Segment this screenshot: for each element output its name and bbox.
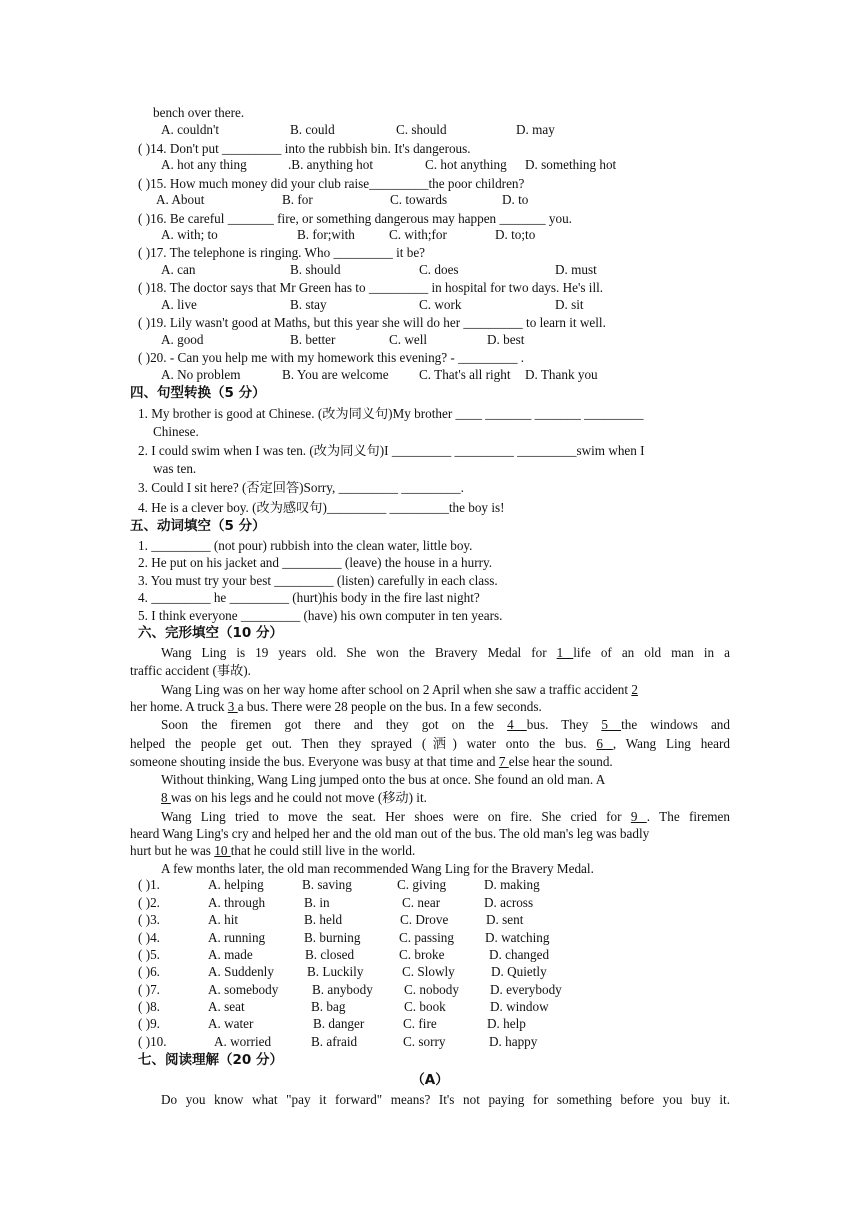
cloze-blank: 9	[630, 809, 647, 824]
passage-label: （A）	[411, 1072, 449, 1088]
passage-line	[130, 735, 730, 752]
option: A. made	[208, 947, 253, 962]
option: D. best	[487, 332, 525, 347]
option: A. running	[208, 930, 266, 945]
passage-line	[161, 644, 730, 661]
option: .B. anything hot	[288, 157, 373, 172]
passage-text: life of an old man in a	[573, 645, 730, 660]
option: C. broke	[399, 947, 445, 962]
question-17: ( )17. The telephone is ringing. Who _________ it be?	[138, 245, 426, 260]
option: B. You are welcome	[282, 367, 389, 382]
rewrite-item: 3. Could I sit here? (否定回答)Sorry, _________ _________.	[138, 480, 464, 495]
option: B. for;with	[297, 227, 355, 242]
rewrite-item: 4. He is a clever boy. (改为感叹句)_________ _________the boy is!	[138, 500, 505, 515]
option: D. window	[490, 999, 549, 1014]
question-number: ( )8.	[138, 999, 160, 1014]
question-number: ( )6.	[138, 964, 160, 979]
passage-line: Do you know what "pay it forward" means? It's not paying for something before you buy it.	[161, 1092, 730, 1107]
option: C. passing	[399, 930, 454, 945]
option: A. couldn't	[161, 122, 220, 137]
option: B. could	[290, 122, 335, 137]
passage-line	[130, 698, 730, 715]
option: A. seat	[208, 999, 245, 1014]
question-number: ( )7.	[138, 982, 160, 997]
option: D. may	[516, 122, 555, 137]
option: D. something hot	[525, 157, 617, 172]
passage-text: a bus. There were 28 people on the bus. In a few seconds.	[237, 699, 542, 714]
cloze-option-row	[138, 964, 738, 981]
option: A. with; to	[161, 227, 218, 242]
cloze-blank: 5	[601, 717, 622, 732]
option: B. in	[304, 895, 330, 910]
verb-fill-item: 3. You must try your best _________ (listen) carefully in each class.	[138, 573, 498, 588]
passage-text: was on his legs and he could not move (移动) it.	[170, 790, 427, 805]
cloze-option-row	[138, 930, 738, 947]
passage-text: Soon the firemen got there and they got on the	[161, 717, 508, 732]
option: C. fire	[403, 1016, 437, 1031]
option: D. help	[487, 1016, 526, 1031]
option: A. About	[156, 192, 205, 207]
question-number: ( )10.	[138, 1034, 167, 1049]
option: B. closed	[305, 947, 355, 962]
question-number: ( )4.	[138, 930, 160, 945]
option: B. for	[282, 192, 313, 207]
option: A. good	[161, 332, 204, 347]
section-title: 六、完形填空（10 分）	[138, 625, 283, 641]
option: B. Luckily	[307, 964, 364, 979]
option: C. hot anything	[425, 157, 507, 172]
option: A. water	[208, 1016, 254, 1031]
cloze-option-row	[138, 912, 738, 929]
option: A. through	[208, 895, 266, 910]
passage-text: , Wang Ling heard	[612, 736, 730, 751]
question-13-continuation: bench over there.	[153, 105, 245, 120]
option: C. nobody	[404, 982, 459, 997]
passage-text: Wang Ling was on her way home after school on 2 April when she saw a traffic accident	[161, 682, 632, 697]
section-title: 五、动词填空（5 分）	[130, 518, 266, 534]
cloze-blank: 10	[214, 843, 231, 858]
option: C. work	[419, 297, 462, 312]
option: B. afraid	[311, 1034, 358, 1049]
cloze-blank: 4	[507, 717, 527, 732]
question-number: ( )3.	[138, 912, 160, 927]
option: D. must	[555, 262, 597, 277]
option: B. burning	[304, 930, 361, 945]
option: C. towards	[390, 192, 448, 207]
question-16: ( )16. Be careful _______ fire, or something dangerous may happen _______ you.	[138, 211, 572, 226]
cloze-option-row	[138, 947, 738, 964]
option: D. Thank you	[525, 367, 598, 382]
cloze-option-row	[138, 895, 738, 912]
option: C. Drove	[400, 912, 449, 927]
passage-text: the windows and	[621, 717, 730, 732]
option: A. Suddenly	[208, 964, 274, 979]
option: D. sit	[555, 297, 584, 312]
option: B. better	[290, 332, 336, 347]
passage-line	[161, 789, 761, 806]
cloze-option-row	[138, 1034, 738, 1051]
option: A. can	[161, 262, 196, 277]
option: B. saving	[302, 877, 352, 892]
passage-line: Without thinking, Wang Ling jumped onto the bus at once. She found an old man. A	[161, 772, 606, 787]
option: C. That's all right	[419, 367, 511, 382]
verb-fill-item: 5. I think everyone _________ (have) his own computer in ten years.	[138, 608, 503, 623]
question-20: ( )20. - Can you help me with my homework this evening? - _________ .	[138, 350, 525, 365]
passage-text: . The firemen	[646, 809, 730, 824]
option: D. to	[502, 192, 529, 207]
passage-text: helped the people get out. Then they sprayed (洒) water onto the bus.	[130, 736, 597, 751]
option: A. hot any thing	[161, 157, 247, 172]
question-number: ( )9.	[138, 1016, 160, 1031]
passage-text: hurt but he was	[130, 843, 215, 858]
option: C. should	[396, 122, 447, 137]
option: C. well	[389, 332, 428, 347]
option: C. sorry	[403, 1034, 446, 1049]
passage-line	[130, 753, 730, 770]
passage-line	[161, 681, 730, 698]
passage-text: someone shouting inside the bus. Everyone was busy at that time and	[130, 754, 499, 769]
question-18: ( )18. The doctor says that Mr Green has to _________ in hospital for two days. He's ill.	[138, 280, 604, 295]
option: A. somebody	[208, 982, 279, 997]
option: B. held	[304, 912, 343, 927]
question-15: ( )15. How much money did your club raise_________the poor children?	[138, 176, 525, 191]
option: B. bag	[311, 999, 346, 1014]
option: B. danger	[313, 1016, 365, 1031]
question-number: ( )5.	[138, 947, 160, 962]
option: C. near	[402, 895, 441, 910]
section-title: 七、阅读理解（20 分）	[138, 1052, 283, 1068]
option: D. everybody	[490, 982, 562, 997]
rewrite-item-continuation: Chinese.	[153, 424, 199, 439]
cloze-option-row	[138, 877, 738, 894]
passage-text: Wang Ling tried to move the seat. Her shoes were on fire. She cried for	[161, 809, 631, 824]
passage-line: heard Wang Ling's cry and helped her and the old man out of the bus. The old man's leg was badly	[130, 826, 650, 841]
option: D. Quietly	[491, 964, 547, 979]
option: D. across	[484, 895, 534, 910]
passage-text: bus. They	[526, 717, 602, 732]
rewrite-item: 1. My brother is good at Chinese. (改为同义句)My brother ____ _______ _______ _________	[138, 406, 644, 421]
option: B. anybody	[312, 982, 373, 997]
option: C. Slowly	[402, 964, 455, 979]
passage-text: that he could still live in the world.	[230, 843, 416, 858]
passage-text: her home. A truck	[130, 699, 228, 714]
rewrite-item: 2. I could swim when I was ten. (改为同义句)I _________ _________ _________swim when I	[138, 443, 645, 458]
question-14: ( )14. Don't put _________ into the rubbish bin. It's dangerous.	[138, 141, 471, 156]
option: D. to;to	[495, 227, 536, 242]
question-19: ( )19. Lily wasn't good at Maths, but this year she will do her _________ to learn it well.	[138, 315, 606, 330]
option: D. happy	[489, 1034, 538, 1049]
cloze-blank: 3	[227, 699, 238, 714]
passage-line	[161, 716, 730, 733]
section-title: 四、句型转换（5 分）	[130, 385, 266, 401]
option: A. worried	[214, 1034, 272, 1049]
option: A. hit	[208, 912, 239, 927]
cloze-blank: 8	[161, 790, 171, 805]
option: C. with;for	[389, 227, 447, 242]
cloze-blank: 7	[498, 754, 509, 769]
passage-line	[161, 808, 730, 825]
option: D. making	[484, 877, 540, 892]
option: D. sent	[486, 912, 524, 927]
verb-fill-item: 4. _________ he _________ (hurt)his body in the fire last night?	[138, 590, 480, 605]
option: A. live	[161, 297, 197, 312]
verb-fill-item: 2. He put on his jacket and _________ (leave) the house in a hurry.	[138, 555, 493, 570]
cloze-option-row	[138, 982, 738, 999]
passage-line: traffic accident (事故).	[130, 663, 251, 678]
cloze-option-row	[138, 1016, 738, 1033]
verb-fill-item: 1. _________ (not pour) rubbish into the clean water, little boy.	[138, 538, 473, 553]
option: C. book	[404, 999, 446, 1014]
rewrite-item-continuation: was ten.	[153, 461, 197, 476]
option: C. giving	[397, 877, 447, 892]
passage-line: A few months later, the old man recommended Wang Ling for the Bravery Medal.	[161, 861, 594, 876]
cloze-blank: 6	[596, 736, 613, 751]
option: D. watching	[485, 930, 550, 945]
cloze-option-row	[138, 999, 738, 1016]
passage-text: else hear the sound.	[508, 754, 613, 769]
option: B. should	[290, 262, 341, 277]
option: A. No problem	[161, 367, 241, 382]
option: A. helping	[208, 877, 264, 892]
option: D. changed	[489, 947, 550, 962]
cloze-blank: 2	[631, 682, 638, 697]
question-number: ( )2.	[138, 895, 160, 910]
passage-line	[130, 842, 730, 859]
passage-text: Wang Ling is 19 years old. She won the Bravery Medal for	[161, 645, 557, 660]
option: B. stay	[290, 297, 327, 312]
option: C. does	[419, 262, 459, 277]
cloze-blank: 1	[556, 645, 574, 660]
question-number: ( )1.	[138, 877, 160, 892]
